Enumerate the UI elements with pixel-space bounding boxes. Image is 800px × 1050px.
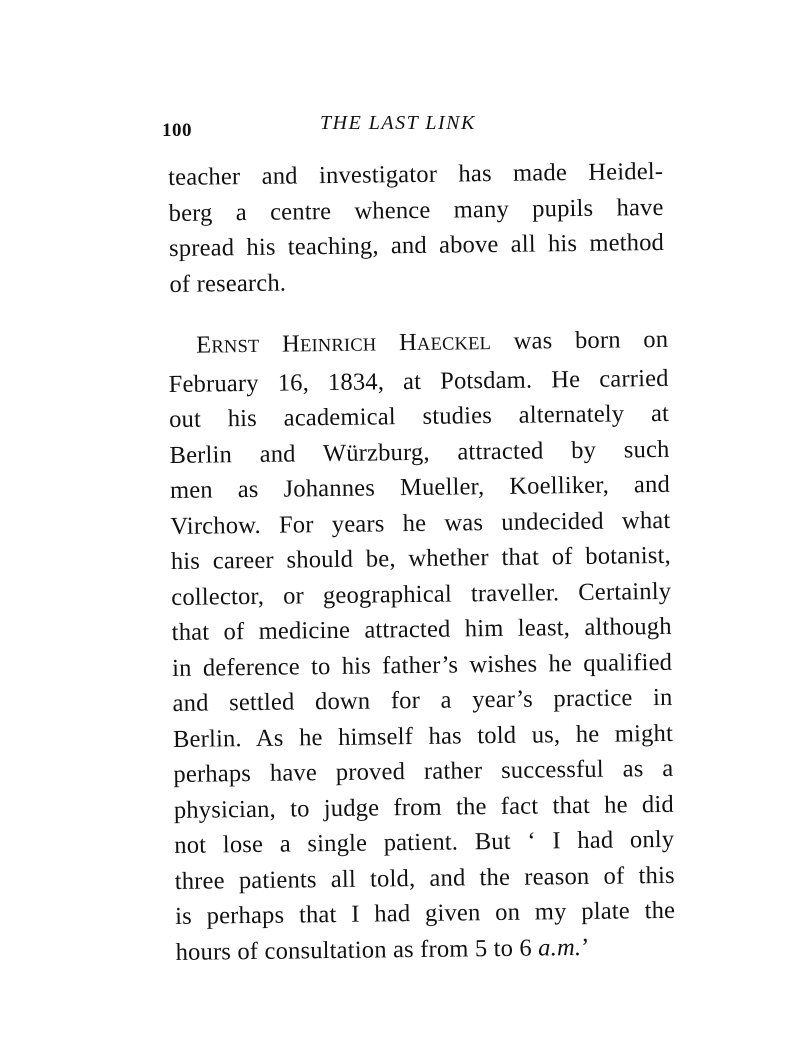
name-heinrich: HEINRICH	[281, 330, 377, 358]
text-line: collector, or geographical traveller. Certainly	[171, 577, 672, 611]
text-line: teacher and investigator has made Heidel-	[168, 157, 664, 191]
text-line: physician, to judge from the fact that he did	[173, 790, 675, 824]
text-line: three patients all told, and the reason of this	[174, 861, 675, 895]
text-line: is perhaps that I had given on my plate the	[175, 896, 676, 930]
name-ernst: ERNST	[196, 331, 260, 359]
running-title: THE LAST LINK	[320, 112, 476, 134]
text-line-opening	[168, 322, 668, 367]
text-line: not lose a single patient. But ‘ I had only	[174, 825, 675, 859]
text-line: Berlin. As he himself has told us, he might	[172, 719, 674, 753]
text-line: and settled down for a year’s practice in	[172, 683, 673, 717]
paragraph-1	[168, 154, 665, 302]
text-line: in deference to his father’s wishes he qualified	[171, 648, 673, 682]
text-line: berg a centre whence many pupils have	[168, 193, 664, 227]
final-line-close-quote: ’	[581, 933, 590, 961]
text-line: Virchow. For years he was undecided what	[170, 506, 671, 540]
page-number: 100	[162, 120, 192, 141]
text-line: his career should be, whether that of botanist,	[170, 541, 671, 575]
text-line: Berlin and Würzburg, attracted by such	[169, 435, 670, 469]
paragraph-2	[168, 322, 676, 970]
final-line-text: hours of consultation as from 5 to 6	[175, 934, 533, 966]
text-line: men as Johannes Mueller, Koelliker, and	[169, 470, 671, 504]
text-line-final	[175, 928, 675, 970]
text-line: of research.	[169, 269, 287, 298]
text-line: that of medicine attracted him least, although	[171, 612, 672, 646]
text-line: perhaps have proved rather successful as a	[173, 754, 674, 788]
name-haeckel: HAECKEL	[398, 328, 492, 357]
opening-tail: was born on	[513, 325, 669, 355]
text-line: out his academical studies alternately at	[168, 399, 670, 433]
final-line-italic: a.m.	[538, 933, 582, 962]
text-line: February 16, 1834, at Potsdam. He carried	[168, 364, 669, 398]
text-line: spread his teaching, and above all his method	[168, 228, 665, 262]
